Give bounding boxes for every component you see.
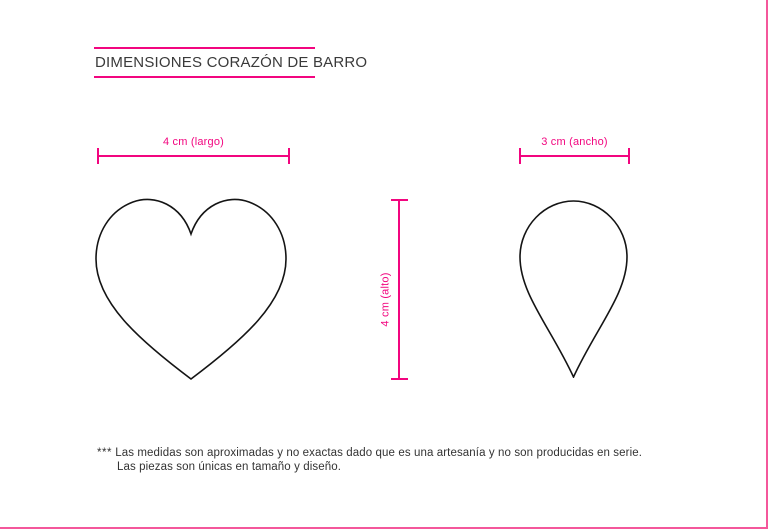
dimension-alto xyxy=(379,199,408,380)
title-block xyxy=(94,47,368,78)
page-title: DIMENSIONES CORAZÓN DE BARRO xyxy=(95,54,368,71)
dimension-line xyxy=(97,155,290,157)
dimension-largo xyxy=(97,136,290,170)
dimension-alto-label: 4 cm (alto) xyxy=(379,272,392,327)
dimension-tick xyxy=(628,148,630,164)
dimension-largo-label: 4 cm (largo) xyxy=(162,136,225,148)
dimension-ancho-label: 3 cm (ancho) xyxy=(541,136,608,148)
dimension-tick xyxy=(288,148,290,164)
dimension-line xyxy=(519,155,630,157)
footnote-line-1 xyxy=(97,446,677,460)
footnote-marker: *** xyxy=(97,447,112,459)
heart-side-outline xyxy=(519,200,628,378)
dimension-tick xyxy=(391,378,408,380)
footnote-text-1: Las medidas son aproximadas y no exactas dado que es una artesanía y no son producidas en serie. xyxy=(115,447,643,459)
heart-front-outline xyxy=(95,196,287,380)
footnote xyxy=(97,446,677,474)
footnote-line-2: Las piezas son únicas en tamaño y diseño. xyxy=(117,461,342,473)
dimension-ancho xyxy=(519,136,630,170)
dimension-line xyxy=(398,199,400,380)
